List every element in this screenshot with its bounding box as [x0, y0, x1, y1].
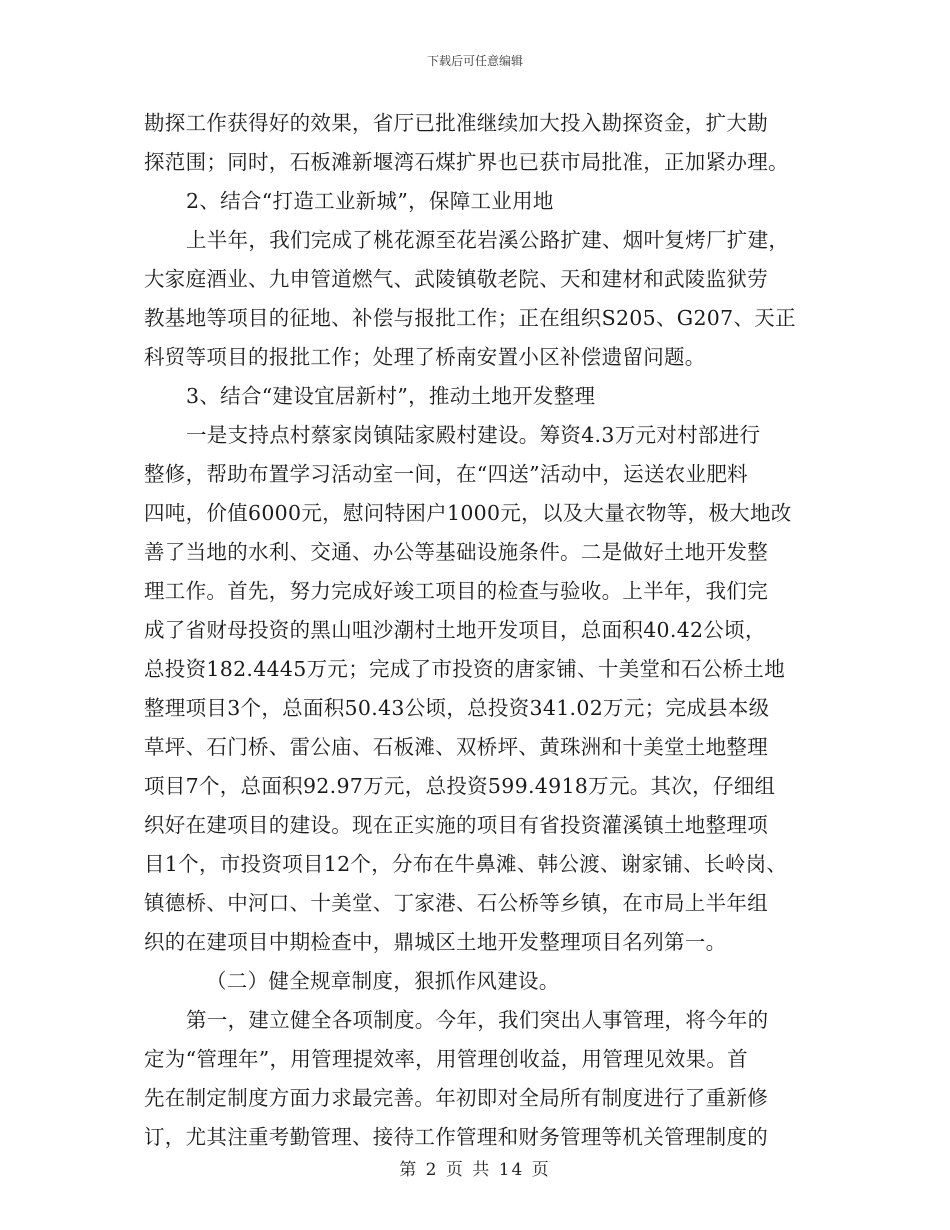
text-line: 2、结合“打造工业新城”，保障工业用地: [186, 189, 554, 213]
text-line: 总投资182.4445万元；完成了市投资的唐家铺、十美堂和石公桥土地: [144, 657, 786, 681]
text-line: 织好在建项目的建设。现在正实施的项目有省投资灌溪镇土地整理项: [144, 813, 768, 837]
text-line: 四吨，价值6000元，慰问特困户1000元，以及大量衣物等，极大地改: [144, 501, 792, 525]
text-line: 上半年，我们完成了桃花源至花岩溪公路扩建、烟叶复烤厂扩建，: [186, 228, 790, 252]
text-line: 成了省财母投资的黑山咀沙潮村土地开发项目，总面积40.42公顷，: [144, 618, 766, 642]
text-line: 理工作。首先，努力完成好竣工项目的检查与验收。上半年，我们完: [144, 579, 768, 603]
text-line: 整理项目3个，总面积50.43公顷，总投资341.02万元；完成县本级: [144, 696, 770, 720]
text-line: 科贸等项目的报批工作；处理了桥南安置小区补偿遗留问题。: [144, 345, 706, 369]
text-line: 善了当地的水利、交通、办公等基础设施条件。二是做好土地开发整: [144, 540, 768, 564]
text-line: 一是支持点村蔡家岗镇陆家殿村建设。筹资4.3万元对村部进行: [186, 423, 761, 447]
text-line: 项目7个，总面积92.97万元，总投资599.4918万元。其次，仔细组: [144, 774, 776, 798]
document-body: [144, 104, 810, 1157]
text-line: 勘探工作获得好的效果，省厅已批准继续加大投入勘探资金，扩大勘: [144, 111, 768, 135]
text-line: 镇德桥、中河口、十美堂、丁家港、石公桥等乡镇，在市局上半年组: [144, 891, 768, 915]
text-line: 草坪、石门桥、雷公庙、石板滩、双桥坪、黄珠洲和十美堂土地整理: [144, 735, 768, 759]
text-line: 3、结合“建设宜居新村”，推动土地开发整理: [186, 384, 596, 408]
text-line: 教基地等项目的征地、补偿与报批工作；正在组织S205、G207、天正: [144, 306, 796, 330]
text-line: 探范围；同时，石板滩新堰湾石煤扩界也已获市局批准，正加紧办理。: [144, 150, 789, 174]
text-line: 目1个，市投资项目12个，分布在牛鼻滩、韩公渡、谢家铺、长岭岗、: [144, 852, 788, 876]
page-number: 第 2 页 共 14 页: [399, 1160, 551, 1180]
text-line: 先在制定制度方面力求最完善。年初即对全局所有制度进行了重新修: [144, 1086, 768, 1110]
text-line: 织的在建项目中期检查中，鼎城区土地开发整理项目名列第一。: [144, 930, 727, 954]
text-line: 定为“管理年”，用管理提效率，用管理创收益，用管理见效果。首: [144, 1047, 748, 1071]
text-line: 整修，帮助布置学习活动室一间，在“四送”活动中，运送农业肥料: [144, 462, 748, 486]
text-line: （二）健全规章制度，狠抓作风建设。: [206, 969, 560, 993]
text-line: 订，尤其注重考勤管理、接待工作管理和财务管理等机关管理制度的: [144, 1125, 768, 1149]
text-line: 第一，建立健全各项制度。今年，我们突出人事管理，将今年的: [186, 1008, 769, 1032]
text-line: 大家庭酒业、九申管道燃气、武陵镇敬老院、天和建材和武陵监狱劳: [144, 267, 768, 291]
page-header-note: 下载后可任意编辑: [426, 54, 523, 68]
